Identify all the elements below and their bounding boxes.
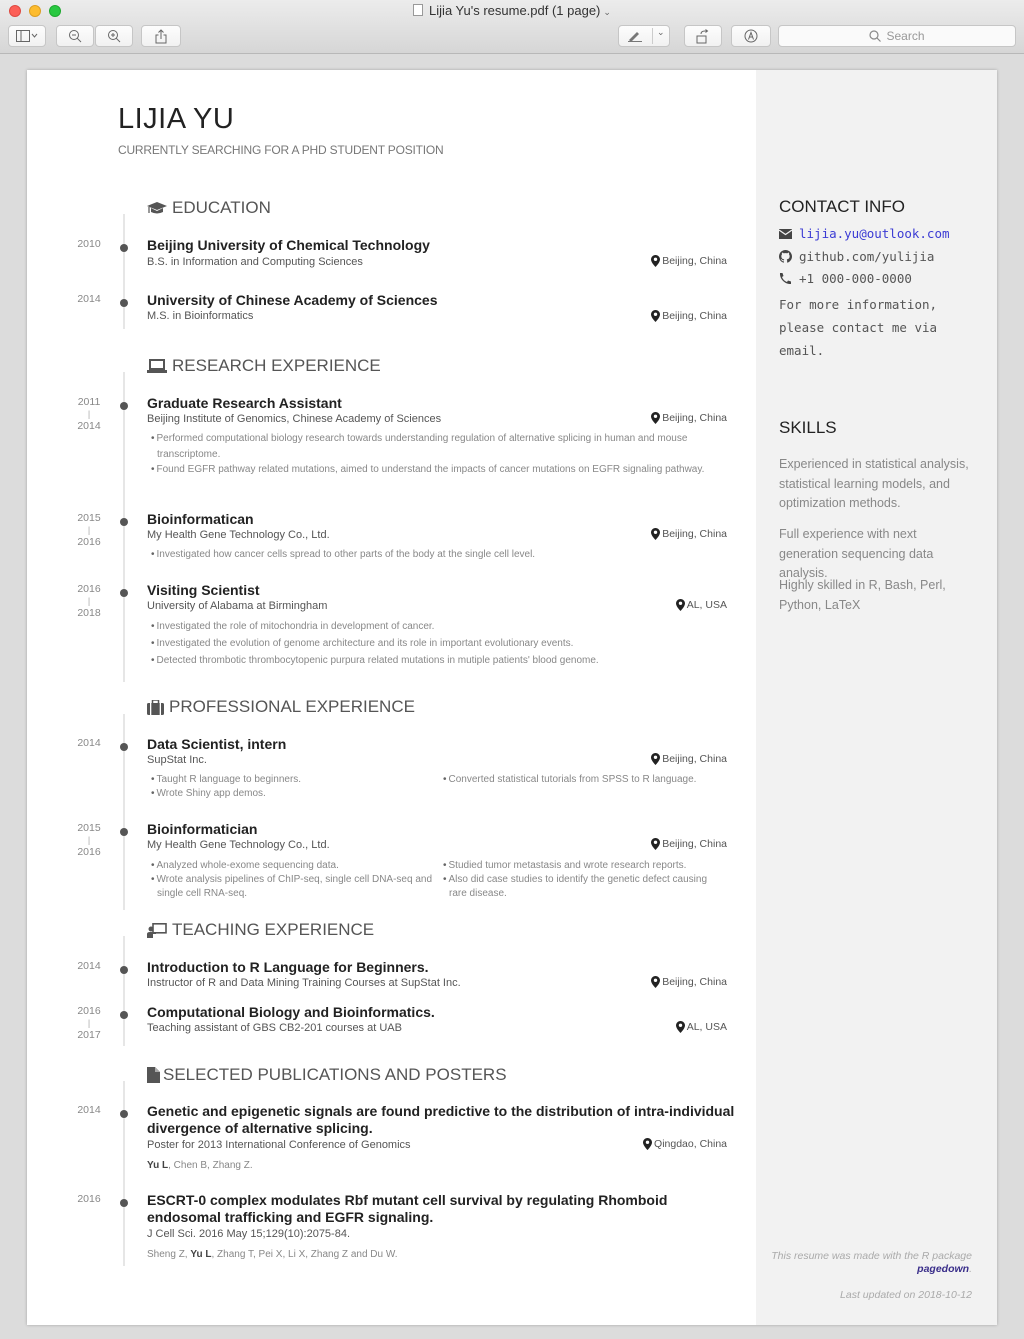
annotate-button[interactable]: [731, 25, 771, 47]
section-title-education: EDUCATION: [147, 198, 271, 218]
github-link[interactable]: github.com/yulijia: [799, 249, 935, 264]
publication-title: ESCRT-0 complex modulates Rbf mutant cell survival by regulating Rhomboid endosomal trafficking and EGFR signaling.: [147, 1192, 668, 1225]
suitcase-icon: [147, 700, 164, 715]
pdf-document-icon: [413, 4, 423, 16]
entry-title: Visiting Scientist: [147, 582, 260, 598]
bullet-item: • Wrote Shiny app demos.: [149, 787, 439, 801]
entry-bullets: [149, 431, 729, 478]
timeline-line: [123, 214, 125, 329]
file-icon: [147, 1067, 160, 1083]
entry-bullets: [149, 547, 729, 563]
bullet-item: • Detected thrombotic thrombocytopenic purpura related mutations in mutiple patients' blood genome.: [149, 652, 729, 669]
entry-title: Data Scientist, intern: [147, 736, 287, 752]
entry-subtitle: Instructor of R and Data Mining Training Courses at SupStat Inc.: [147, 977, 461, 989]
entry-location: Qingdao, China: [643, 1138, 727, 1150]
entry-title: Beijing University of Chemical Technology: [147, 237, 430, 253]
entry-title: Graduate Research Assistant: [147, 395, 342, 411]
timeline-dot: [120, 402, 128, 410]
search-input[interactable]: Search: [778, 25, 1016, 47]
entry-title: University of Chinese Academy of Sciences: [147, 292, 438, 308]
entry-year: 2016: [77, 1193, 101, 1205]
bullet-item: • Investigated the evolution of genome architecture and its role in important evolutionary events.: [149, 635, 729, 652]
phone-icon: [779, 272, 792, 285]
map-marker-icon: [651, 753, 660, 765]
entry-subtitle: My Health Gene Technology Co., Ltd.: [147, 839, 330, 851]
entry-location: AL, USA: [676, 599, 727, 611]
entry-subtitle: Beijing Institute of Genomics, Chinese Academy of Sciences: [147, 413, 442, 425]
entry-location: Beijing, China: [651, 528, 727, 540]
timeline-dot: [120, 1110, 128, 1118]
pagedown-link[interactable]: pagedown: [917, 1263, 970, 1275]
timeline-dot: [120, 1011, 128, 1019]
entry-subtitle: SupStat Inc.: [147, 754, 207, 766]
rotate-icon: [696, 29, 710, 44]
resume-tagline: CURRENTLY SEARCHING FOR A PHD STUDENT POSITION: [118, 143, 444, 157]
bullet-item: • Wrote analysis pipelines of ChIP-seq, single cell DNA-seq and single cell RNA-seq.: [149, 873, 434, 901]
zoom-in-icon: [107, 29, 121, 43]
skills-title: SKILLS: [779, 418, 837, 437]
entry-bullets-right: [441, 773, 731, 787]
skill-item: Full experience with next generation sequencing data analysis.: [779, 527, 934, 580]
rotate-button[interactable]: [684, 25, 722, 47]
entry-year: 2010: [77, 238, 101, 250]
window-title[interactable]: Lijia Yu's resume.pdf (1 page) ⌄: [0, 3, 1024, 18]
entry-year: 2014: [77, 1104, 101, 1116]
map-marker-icon: [676, 1021, 685, 1033]
zoom-in-button[interactable]: [95, 25, 133, 47]
footer-made-with: This resume was made with the R package pagedown.: [771, 1250, 972, 1275]
github-icon: [779, 250, 792, 263]
entry-location: Beijing, China: [651, 838, 727, 850]
timeline-line: [123, 1081, 125, 1266]
pdf-page: [27, 70, 997, 1325]
bullet-item: • Studied tumor metastasis and wrote research reports.: [441, 859, 726, 873]
markup-pen-button[interactable]: [618, 25, 670, 47]
contact-phone: [779, 271, 912, 286]
timeline-line: [123, 372, 125, 682]
entry-subtitle: M.S. in Bioinformatics: [147, 310, 254, 322]
entry-bullets-right: [441, 859, 726, 901]
email-link[interactable]: lijia.yu@outlook.com: [799, 226, 950, 241]
bullet-item: • Analyzed whole-exome sequencing data.: [149, 859, 434, 873]
entry-location: Beijing, China: [651, 310, 727, 322]
entry-year: 2016 | 2017: [77, 1005, 101, 1041]
entry-year: 2016 | 2018: [77, 583, 101, 619]
entry-title: Bioinformatician: [147, 821, 258, 837]
entry-year: 2015 | 2016: [77, 822, 101, 858]
map-marker-icon: [643, 1138, 652, 1150]
share-button[interactable]: [141, 25, 181, 47]
envelope-icon: [779, 229, 792, 239]
bullet-item: • Investigated how cancer cells spread to other parts of the body at the single cell level.: [149, 547, 729, 563]
timeline-dot: [120, 828, 128, 836]
entry-year: 2015 | 2016: [77, 512, 101, 548]
chalkboard-teacher-icon: [147, 923, 167, 938]
sidebar-toggle-button[interactable]: [8, 25, 46, 47]
skill-item: Highly skilled in R, Bash, Perl, Python, LaTeX: [779, 578, 946, 612]
markup-toolbar-icon: [744, 29, 758, 43]
timeline-dot: [120, 743, 128, 751]
section-title-professional: PROFESSIONAL EXPERIENCE: [147, 697, 415, 717]
resume-name: LIJIA YU: [118, 103, 235, 135]
entry-title: Computational Biology and Bioinformatics.: [147, 1004, 435, 1020]
contact-info-title: CONTACT INFO: [779, 197, 905, 216]
contact-github: [779, 249, 934, 264]
publication-venue: Poster for 2013 International Conference of Genomics: [147, 1139, 411, 1151]
entry-subtitle: Teaching assistant of GBS CB2-201 courses at UAB: [147, 1022, 402, 1034]
skill-item: Experienced in statistical analysis, statistical learning models, and optimization methods.: [779, 457, 969, 510]
entry-subtitle: My Health Gene Technology Co., Ltd.: [147, 529, 330, 541]
share-icon: [155, 29, 167, 44]
chevron-down-icon[interactable]: ⌄: [657, 27, 665, 37]
map-marker-icon: [651, 976, 660, 988]
contact-email: [779, 226, 950, 241]
entry-year: 2014: [77, 960, 101, 972]
entry-location: Beijing, China: [651, 412, 727, 424]
entry-year: 2014: [77, 737, 101, 749]
zoom-out-button[interactable]: [56, 25, 94, 47]
laptop-icon: [147, 359, 167, 373]
entry-subtitle: University of Alabama at Birmingham: [147, 600, 328, 612]
entry-bullets-left: [149, 773, 439, 801]
entry-location: Beijing, China: [651, 255, 727, 267]
graduation-cap-icon: [147, 201, 167, 215]
sidebar-icon: [16, 30, 38, 42]
publication-authors: Yu L, Chen B, Zhang Z.: [147, 1160, 253, 1171]
contact-note: For more information, please contact me via email.: [779, 297, 938, 358]
zoom-out-icon: [68, 29, 82, 43]
entry-year: 2014: [77, 293, 101, 305]
map-marker-icon: [651, 838, 660, 850]
footer-last-updated: Last updated on 2018-10-12: [840, 1289, 972, 1301]
timeline-dot: [120, 299, 128, 307]
timeline-dot: [120, 518, 128, 526]
entry-bullets: [149, 618, 729, 669]
entry-title: Introduction to R Language for Beginners.: [147, 959, 429, 975]
publication-title: Genetic and epigenetic signals are found predictive to the distribution of intra-individual divergence of alternative splicing.: [147, 1103, 735, 1136]
window-titlebar: [0, 0, 1024, 54]
bullet-item: • Converted statistical tutorials from SPSS to R language.: [441, 773, 731, 787]
bullet-item: • Investigated the role of mitochondria in development of cancer.: [149, 618, 729, 635]
entry-year: 2011 | 2014: [77, 396, 101, 432]
entry-subtitle: B.S. in Information and Computing Sciences: [147, 256, 363, 268]
publication-authors: Sheng Z, Yu L, Zhang T, Pei X, Li X, Zhang Z and Du W.: [147, 1249, 398, 1260]
chevron-down-icon: ⌄: [603, 7, 611, 17]
map-marker-icon: [651, 528, 660, 540]
timeline-line: [123, 936, 125, 1046]
section-title-research: RESEARCH EXPERIENCE: [147, 356, 381, 376]
publication-venue: J Cell Sci. 2016 May 15;129(10):2075-84.: [147, 1228, 351, 1240]
pen-icon: [627, 30, 643, 42]
search-icon: [869, 30, 881, 42]
timeline-dot: [120, 966, 128, 974]
phone-number: +1 000-000-0000: [799, 271, 912, 286]
map-marker-icon: [651, 310, 660, 322]
map-marker-icon: [651, 255, 660, 267]
entry-location: Beijing, China: [651, 976, 727, 988]
bullet-item: • Taught R language to beginners.: [149, 773, 439, 787]
timeline-dot: [120, 244, 128, 252]
map-marker-icon: [651, 412, 660, 424]
bullet-item: • Also did case studies to identify the genetic defect causing rare disease.: [441, 873, 726, 901]
bullet-item: • Found EGFR pathway related mutations, aimed to understand the impacts of cancer mutations on EGFR signaling pathway.: [149, 462, 729, 478]
entry-bullets-left: [149, 859, 434, 901]
entry-location: Beijing, China: [651, 753, 727, 765]
entry-title: Bioinformatican: [147, 511, 254, 527]
section-title-publications: SELECTED PUBLICATIONS AND POSTERS: [147, 1065, 507, 1085]
timeline-dot: [120, 1199, 128, 1207]
section-title-teaching: TEACHING EXPERIENCE: [147, 920, 374, 940]
bullet-item: • Performed computational biology research towards understanding regulation of alternative splicing in human and mouse transcriptome.: [149, 431, 729, 462]
map-marker-icon: [676, 599, 685, 611]
timeline-dot: [120, 589, 128, 597]
entry-location: AL, USA: [676, 1021, 727, 1033]
